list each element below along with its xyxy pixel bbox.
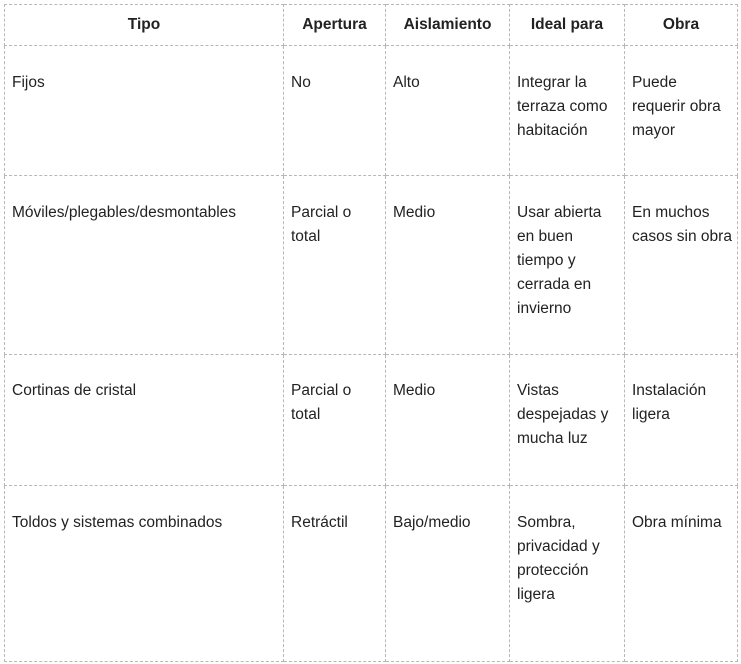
cell-tipo: Móviles/plegables/desmontables xyxy=(5,176,284,355)
header-tipo: Tipo xyxy=(5,5,284,46)
cell-ideal-para: Sombra, privacidad y protección ligera xyxy=(510,486,625,662)
cell-aislamiento: Alto xyxy=(386,46,510,176)
header-ideal-para: Ideal para xyxy=(510,5,625,46)
cell-tipo: Toldos y sistemas combinados xyxy=(5,486,284,662)
cell-tipo: Fijos xyxy=(5,46,284,176)
table-row xyxy=(5,176,738,355)
cell-apertura: No xyxy=(284,46,386,176)
cell-apertura: Parcial o total xyxy=(284,176,386,355)
cell-aislamiento: Medio xyxy=(386,355,510,486)
cell-obra: Instalación ligera xyxy=(625,355,738,486)
cell-aislamiento: Bajo/medio xyxy=(386,486,510,662)
comparison-table-container xyxy=(4,4,737,660)
cell-obra: Puede requerir obra mayor xyxy=(625,46,738,176)
table-row xyxy=(5,486,738,662)
comparison-table xyxy=(4,4,738,662)
table-row xyxy=(5,355,738,486)
cell-apertura: Parcial o total xyxy=(284,355,386,486)
cell-ideal-para: Usar abierta en buen tiempo y cerrada en invierno xyxy=(510,176,625,355)
header-apertura: Apertura xyxy=(284,5,386,46)
header-obra: Obra xyxy=(625,5,738,46)
cell-apertura: Retráctil xyxy=(284,486,386,662)
cell-ideal-para: Vistas despejadas y mucha luz xyxy=(510,355,625,486)
cell-ideal-para: Integrar la terraza como habitación xyxy=(510,46,625,176)
cell-obra: Obra mínima xyxy=(625,486,738,662)
table-row xyxy=(5,46,738,176)
header-aislamiento: Aislamiento xyxy=(386,5,510,46)
cell-obra: En muchos casos sin obra xyxy=(625,176,738,355)
cell-tipo: Cortinas de cristal xyxy=(5,355,284,486)
table-header-row xyxy=(5,5,738,46)
cell-aislamiento: Medio xyxy=(386,176,510,355)
